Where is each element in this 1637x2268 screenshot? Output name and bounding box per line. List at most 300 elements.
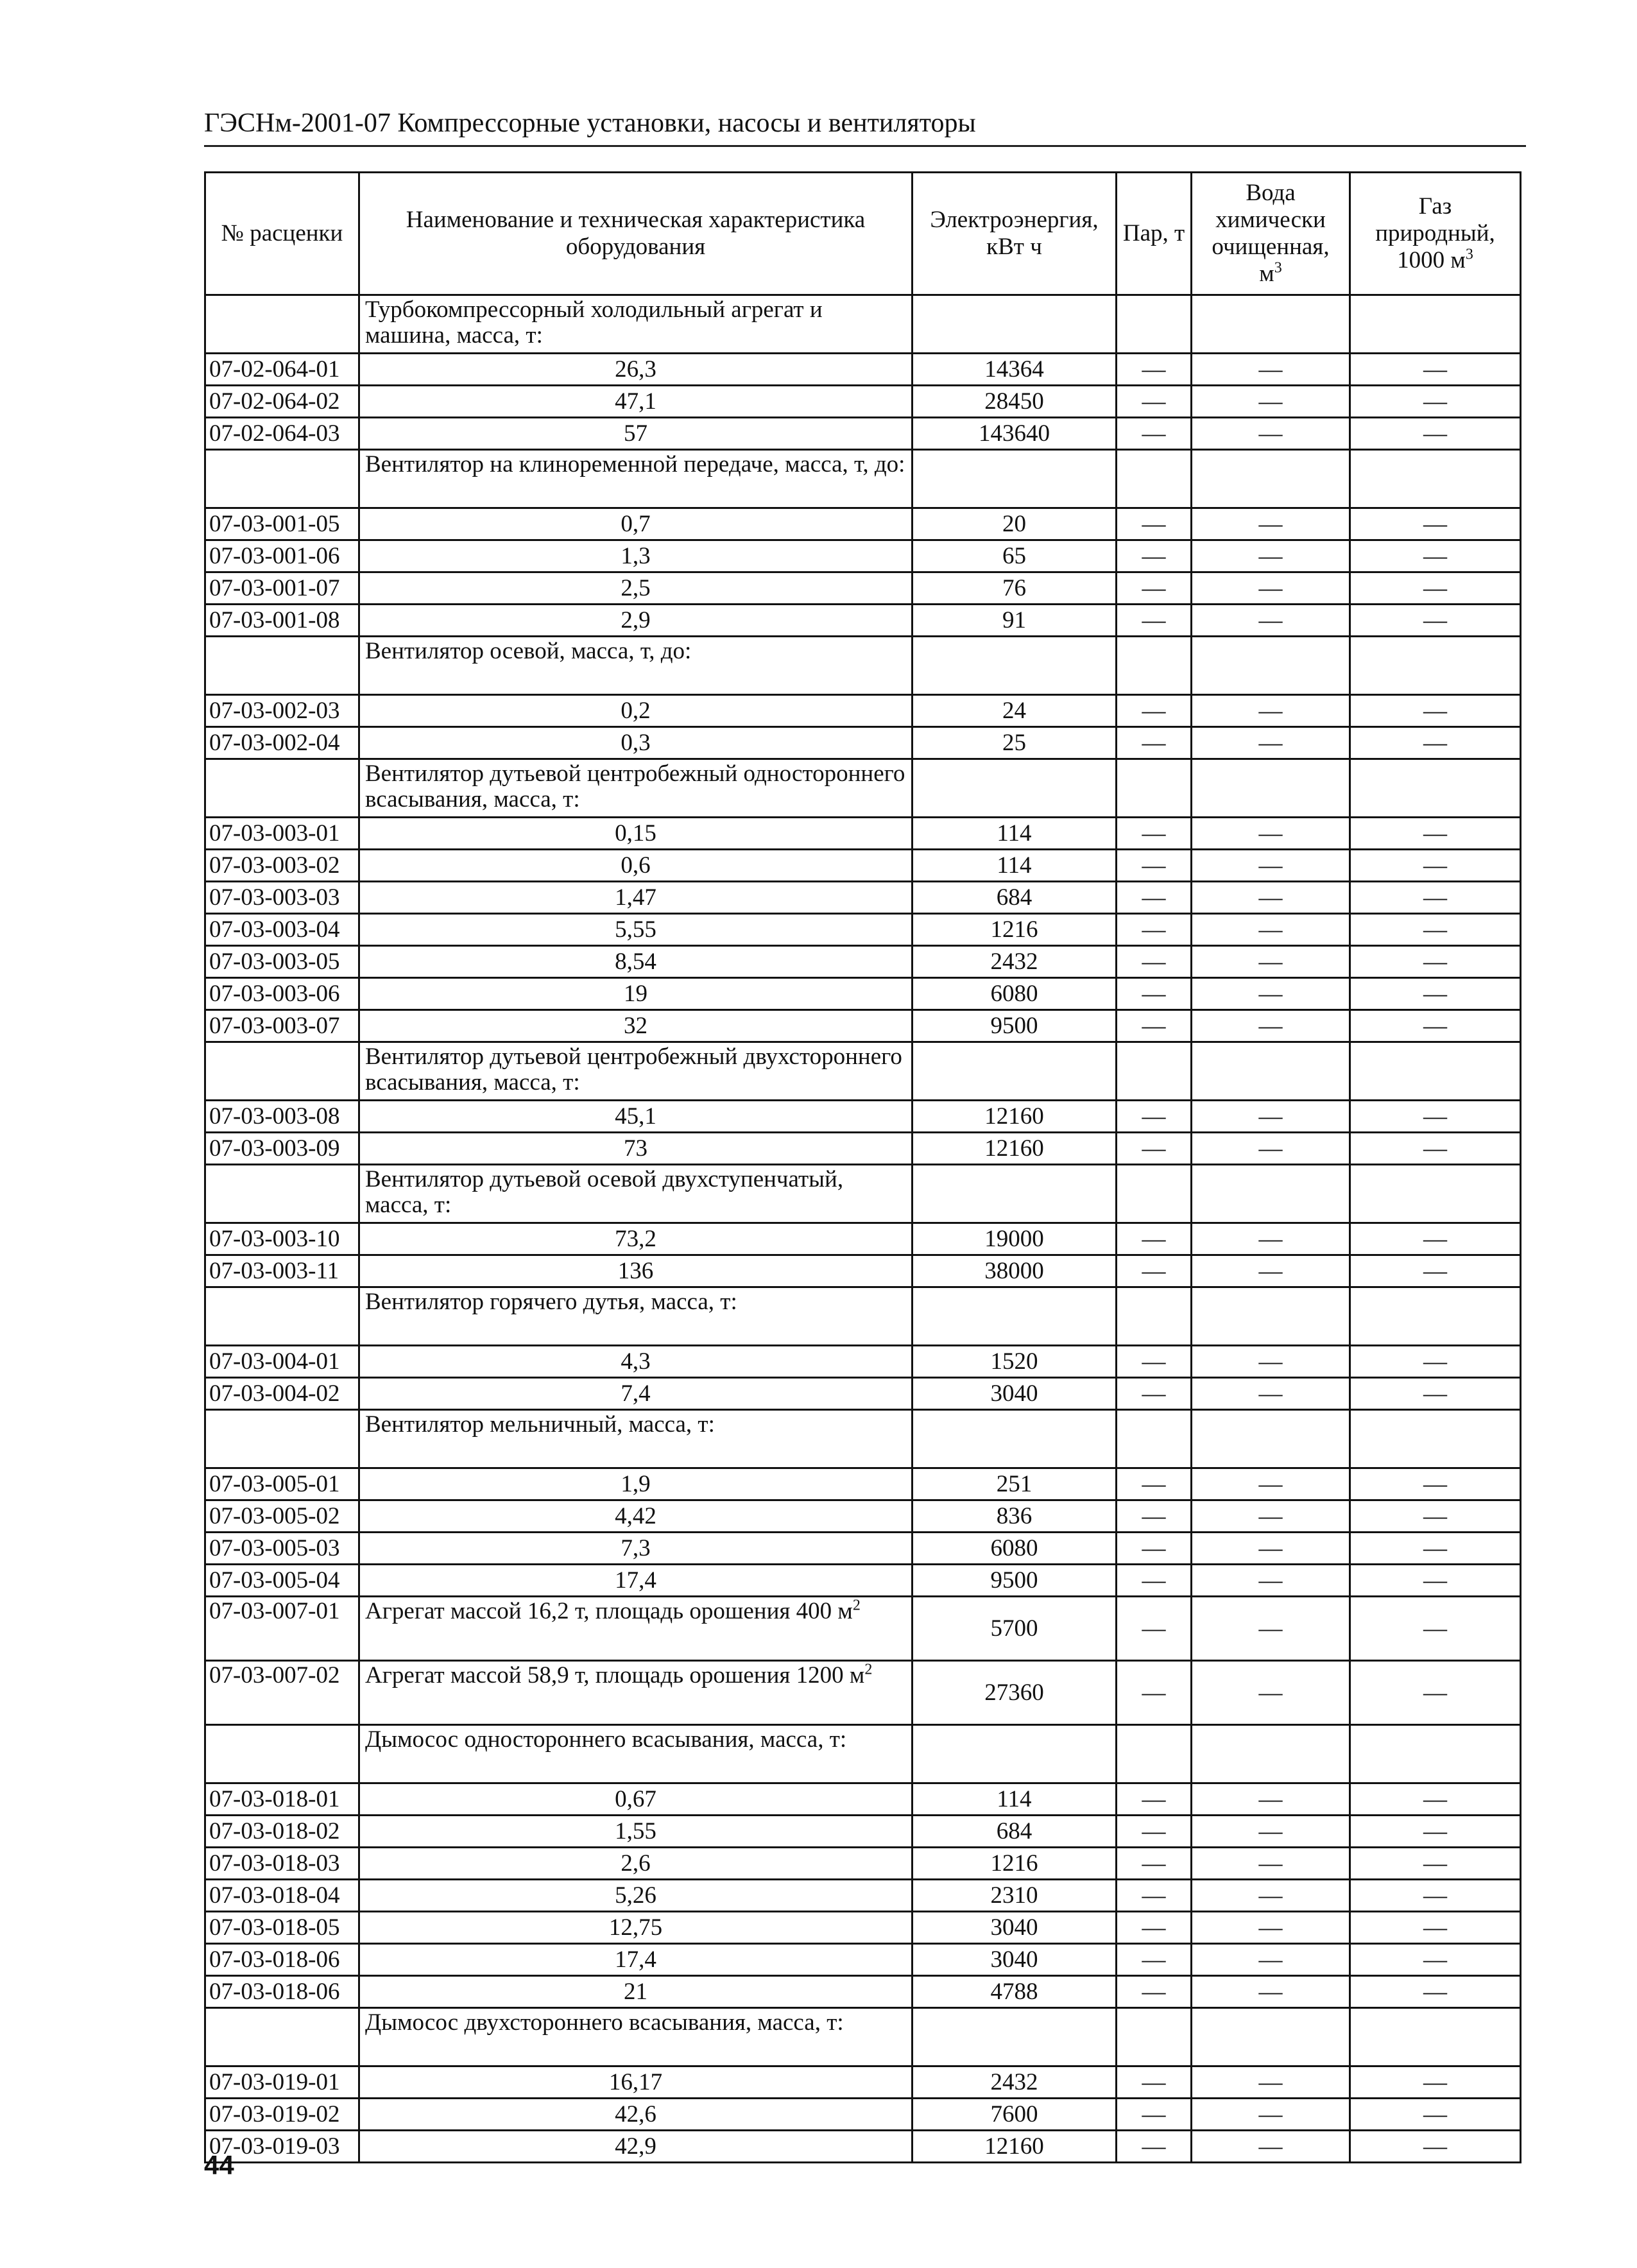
table-row <box>205 695 1521 727</box>
empty-code-cell <box>205 295 359 354</box>
table-row <box>205 605 1521 637</box>
electricity-value: 6080 <box>913 1533 1117 1565</box>
table-row <box>205 1133 1521 1165</box>
col-header-gas-unit: 1000 м <box>1397 247 1466 273</box>
gas-value: — <box>1350 1565 1521 1597</box>
equipment-name: Агрегат массой 58,9 т, площадь орошения 1200 м <box>365 1662 865 1688</box>
rate-code: 07-03-004-01 <box>205 1346 359 1378</box>
water-value: — <box>1192 2099 1350 2131</box>
table-body <box>205 295 1521 2163</box>
electricity-value: 19000 <box>913 1223 1117 1255</box>
electricity-value: 7600 <box>913 2099 1117 2131</box>
empty-cell <box>913 1165 1117 1223</box>
table-row <box>205 850 1521 882</box>
steam-value: — <box>1117 914 1192 946</box>
empty-cell <box>913 2008 1117 2066</box>
equipment-mass: 5,55 <box>359 914 913 946</box>
empty-cell <box>1350 759 1521 818</box>
empty-cell <box>1350 1725 1521 1783</box>
equipment-mass: 73 <box>359 1133 913 1165</box>
table-row <box>205 1816 1521 1848</box>
electricity-value: 9500 <box>913 1010 1117 1042</box>
equipment-mass: 136 <box>359 1255 913 1287</box>
gas-value: — <box>1350 1346 1521 1378</box>
group-title: Вентилятор дутьевой центробежный одностороннего всасывания, масса, т: <box>359 759 913 818</box>
gas-value: — <box>1350 2099 1521 2131</box>
electricity-value: 114 <box>913 1783 1117 1816</box>
empty-cell <box>913 1287 1117 1346</box>
group-title: Вентилятор осевой, масса, т, до: <box>359 637 913 695</box>
group-row <box>205 1410 1521 1468</box>
water-value: — <box>1192 1010 1350 1042</box>
rate-code: 07-02-064-03 <box>205 418 359 450</box>
rate-code: 07-03-003-09 <box>205 1133 359 1165</box>
rate-code: 07-03-018-02 <box>205 1816 359 1848</box>
empty-code-cell <box>205 1042 359 1101</box>
electricity-value: 28450 <box>913 386 1117 418</box>
gas-value: — <box>1350 540 1521 572</box>
electricity-value: 25 <box>913 727 1117 759</box>
group-title: Вентилятор горячего дутья, масса, т: <box>359 1287 913 1346</box>
electricity-value: 76 <box>913 572 1117 605</box>
electricity-value: 12160 <box>913 2131 1117 2163</box>
water-value: — <box>1192 508 1350 540</box>
area-unit-exponent: 2 <box>864 1661 873 1678</box>
gas-value: — <box>1350 882 1521 914</box>
rate-code: 07-02-064-02 <box>205 386 359 418</box>
gas-value: — <box>1350 850 1521 882</box>
steam-value: — <box>1117 386 1192 418</box>
steam-value: — <box>1117 1597 1192 1661</box>
water-value: — <box>1192 1223 1350 1255</box>
empty-cell <box>1350 450 1521 508</box>
empty-cell <box>1117 1042 1192 1101</box>
table-row <box>205 1255 1521 1287</box>
group-title: Вентилятор мельничный, масса, т: <box>359 1410 913 1468</box>
empty-code-cell <box>205 1725 359 1783</box>
gas-value: — <box>1350 508 1521 540</box>
equipment-mass: 19 <box>359 978 913 1010</box>
table-row <box>205 418 1521 450</box>
steam-value: — <box>1117 1378 1192 1410</box>
water-value: — <box>1192 1133 1350 1165</box>
water-value: — <box>1192 540 1350 572</box>
steam-value: — <box>1117 572 1192 605</box>
gas-value: — <box>1350 1010 1521 1042</box>
group-row <box>205 1165 1521 1223</box>
table-row <box>205 2099 1521 2131</box>
gas-value: — <box>1350 1944 1521 1976</box>
col-header-gas-text: Газ природный, <box>1375 193 1495 246</box>
electricity-value: 684 <box>913 882 1117 914</box>
water-value: — <box>1192 1468 1350 1500</box>
group-title: Вентилятор дутьевой центробежный двухстороннего всасывания, масса, т: <box>359 1042 913 1101</box>
gas-value: — <box>1350 605 1521 637</box>
empty-cell <box>913 759 1117 818</box>
equipment-mass: 0,2 <box>359 695 913 727</box>
empty-cell <box>1192 2008 1350 2066</box>
empty-cell <box>1192 450 1350 508</box>
steam-value: — <box>1117 1010 1192 1042</box>
equipment-mass: 1,3 <box>359 540 913 572</box>
steam-value: — <box>1117 1976 1192 2008</box>
empty-cell <box>1117 1725 1192 1783</box>
steam-value: — <box>1117 354 1192 386</box>
steam-value: — <box>1117 1223 1192 1255</box>
col-header-steam: Пар, т <box>1117 173 1192 295</box>
water-value: — <box>1192 818 1350 850</box>
empty-cell <box>1117 1410 1192 1468</box>
equipment-mass: 4,42 <box>359 1500 913 1533</box>
equipment-mass: 57 <box>359 418 913 450</box>
steam-value: — <box>1117 727 1192 759</box>
steam-value: — <box>1117 850 1192 882</box>
empty-cell <box>1350 1165 1521 1223</box>
electricity-value: 3040 <box>913 1944 1117 1976</box>
electricity-value: 114 <box>913 818 1117 850</box>
equipment-mass: 26,3 <box>359 354 913 386</box>
equipment-mass: 42,9 <box>359 2131 913 2163</box>
water-value: — <box>1192 605 1350 637</box>
rate-code: 07-03-018-03 <box>205 1848 359 1880</box>
steam-value: — <box>1117 418 1192 450</box>
empty-cell <box>1350 1287 1521 1346</box>
gas-value: — <box>1350 1848 1521 1880</box>
water-value: — <box>1192 978 1350 1010</box>
equipment-mass: 5,26 <box>359 1880 913 1912</box>
empty-cell <box>1350 1410 1521 1468</box>
empty-cell <box>1192 1165 1350 1223</box>
rate-code: 07-03-007-01 <box>205 1597 359 1661</box>
table-row <box>205 540 1521 572</box>
rate-code: 07-03-005-03 <box>205 1533 359 1565</box>
empty-code-cell <box>205 759 359 818</box>
electricity-value: 24 <box>913 695 1117 727</box>
gas-value: — <box>1350 1783 1521 1816</box>
group-title: Вентилятор дутьевой осевой двухступенчатый, масса, т: <box>359 1165 913 1223</box>
table-header-row <box>205 173 1521 295</box>
gas-value: — <box>1350 1597 1521 1661</box>
rate-code: 07-03-001-08 <box>205 605 359 637</box>
water-value: — <box>1192 1848 1350 1880</box>
group-row <box>205 295 1521 354</box>
gas-value: — <box>1350 946 1521 978</box>
equipment-name-cell <box>359 1597 913 1661</box>
col-header-water-exp: 3 <box>1274 259 1282 277</box>
steam-value: — <box>1117 1133 1192 1165</box>
gas-value: — <box>1350 2131 1521 2163</box>
water-value: — <box>1192 1101 1350 1133</box>
electricity-value: 251 <box>913 1468 1117 1500</box>
equipment-name: Агрегат массой 16,2 т, площадь орошения 400 м <box>365 1598 853 1624</box>
equipment-mass: 16,17 <box>359 2066 913 2099</box>
electricity-value: 20 <box>913 508 1117 540</box>
table-row <box>205 1661 1521 1725</box>
equipment-mass: 21 <box>359 1976 913 2008</box>
group-title: Дымосос двухстороннего всасывания, масса, т: <box>359 2008 913 2066</box>
equipment-mass: 4,3 <box>359 1346 913 1378</box>
water-value: — <box>1192 1880 1350 1912</box>
water-value: — <box>1192 882 1350 914</box>
electricity-value: 143640 <box>913 418 1117 450</box>
running-title: ГЭСНм-2001-07 Компрессорные установки, насосы и вентиляторы <box>204 108 976 138</box>
group-row <box>205 1725 1521 1783</box>
steam-value: — <box>1117 1912 1192 1944</box>
group-row <box>205 2008 1521 2066</box>
gas-value: — <box>1350 1661 1521 1725</box>
rate-code: 07-03-003-03 <box>205 882 359 914</box>
equipment-mass: 2,5 <box>359 572 913 605</box>
steam-value: — <box>1117 1880 1192 1912</box>
water-value: — <box>1192 1500 1350 1533</box>
table-row <box>205 1880 1521 1912</box>
electricity-value: 836 <box>913 1500 1117 1533</box>
electricity-value: 4788 <box>913 1976 1117 2008</box>
gas-value: — <box>1350 978 1521 1010</box>
electricity-value: 1520 <box>913 1346 1117 1378</box>
rate-code: 07-03-019-03 <box>205 2131 359 2163</box>
group-title: Вентилятор на клиноременной передаче, масса, т, до: <box>359 450 913 508</box>
table-row <box>205 2066 1521 2099</box>
empty-code-cell <box>205 1165 359 1223</box>
equipment-mass: 1,55 <box>359 1816 913 1848</box>
gas-value: — <box>1350 1101 1521 1133</box>
water-value: — <box>1192 1976 1350 2008</box>
table-row <box>205 1378 1521 1410</box>
title-rule <box>204 145 1526 147</box>
equipment-mass: 7,4 <box>359 1378 913 1410</box>
empty-cell <box>1350 1042 1521 1101</box>
col-header-gas <box>1350 173 1521 295</box>
group-row <box>205 1042 1521 1101</box>
water-value: — <box>1192 2066 1350 2099</box>
rate-code: 07-02-064-01 <box>205 354 359 386</box>
empty-cell <box>913 1410 1117 1468</box>
table-row <box>205 1783 1521 1816</box>
electricity-value: 1216 <box>913 1848 1117 1880</box>
steam-value: — <box>1117 1816 1192 1848</box>
empty-cell <box>1192 1725 1350 1783</box>
rate-code: 07-03-002-03 <box>205 695 359 727</box>
table-row <box>205 914 1521 946</box>
gas-value: — <box>1350 1378 1521 1410</box>
empty-code-cell <box>205 1410 359 1468</box>
steam-value: — <box>1117 1848 1192 1880</box>
rate-code: 07-03-001-05 <box>205 508 359 540</box>
equipment-mass: 32 <box>359 1010 913 1042</box>
electricity-value: 12160 <box>913 1101 1117 1133</box>
table-row <box>205 1533 1521 1565</box>
rate-code: 07-03-003-02 <box>205 850 359 882</box>
table-row <box>205 1223 1521 1255</box>
rate-code: 07-03-005-02 <box>205 1500 359 1533</box>
rate-code: 07-03-003-01 <box>205 818 359 850</box>
gas-value: — <box>1350 386 1521 418</box>
table-row <box>205 1848 1521 1880</box>
area-unit-exponent: 2 <box>852 1597 861 1614</box>
table-row <box>205 386 1521 418</box>
gas-value: — <box>1350 2066 1521 2099</box>
steam-value: — <box>1117 508 1192 540</box>
gas-value: — <box>1350 1468 1521 1500</box>
col-header-water <box>1192 173 1350 295</box>
water-value: — <box>1192 386 1350 418</box>
equipment-mass: 17,4 <box>359 1944 913 1976</box>
empty-cell <box>1192 295 1350 354</box>
equipment-mass: 47,1 <box>359 386 913 418</box>
empty-cell <box>1350 2008 1521 2066</box>
water-value: — <box>1192 1912 1350 1944</box>
electricity-value: 5700 <box>913 1597 1117 1661</box>
rate-code: 07-03-001-07 <box>205 572 359 605</box>
water-value: — <box>1192 727 1350 759</box>
equipment-mass: 1,9 <box>359 1468 913 1500</box>
page-number: 44 <box>204 2150 234 2180</box>
electricity-value: 65 <box>913 540 1117 572</box>
water-value: — <box>1192 1378 1350 1410</box>
rate-code: 07-03-003-07 <box>205 1010 359 1042</box>
rate-code: 07-03-018-06 <box>205 1976 359 2008</box>
rate-code: 07-03-018-01 <box>205 1783 359 1816</box>
water-value: — <box>1192 572 1350 605</box>
col-header-code: № расценки <box>205 173 359 295</box>
electricity-value: 3040 <box>913 1912 1117 1944</box>
electricity-value: 684 <box>913 1816 1117 1848</box>
empty-cell <box>1117 1165 1192 1223</box>
empty-cell <box>1117 637 1192 695</box>
empty-cell <box>913 450 1117 508</box>
rate-code: 07-03-004-02 <box>205 1378 359 1410</box>
gas-value: — <box>1350 818 1521 850</box>
steam-value: — <box>1117 1101 1192 1133</box>
equipment-mass: 73,2 <box>359 1223 913 1255</box>
rate-code: 07-03-018-05 <box>205 1912 359 1944</box>
equipment-mass: 1,47 <box>359 882 913 914</box>
electricity-value: 9500 <box>913 1565 1117 1597</box>
steam-value: — <box>1117 946 1192 978</box>
electricity-value: 27360 <box>913 1661 1117 1725</box>
equipment-mass: 45,1 <box>359 1101 913 1133</box>
steam-value: — <box>1117 2131 1192 2163</box>
water-value: — <box>1192 1816 1350 1848</box>
gas-value: — <box>1350 727 1521 759</box>
table-row <box>205 1912 1521 1944</box>
col-header-electricity: Электроэнергия, кВт ч <box>913 173 1117 295</box>
rate-code: 07-03-003-08 <box>205 1101 359 1133</box>
water-value: — <box>1192 1565 1350 1597</box>
rate-code: 07-03-018-04 <box>205 1880 359 1912</box>
equipment-mass: 12,75 <box>359 1912 913 1944</box>
rate-code: 07-03-019-02 <box>205 2099 359 2131</box>
group-title: Дымосос одностороннего всасывания, масса, т: <box>359 1725 913 1783</box>
steam-value: — <box>1117 1533 1192 1565</box>
water-value: — <box>1192 695 1350 727</box>
empty-cell <box>1192 637 1350 695</box>
empty-code-cell <box>205 1287 359 1346</box>
rate-code: 07-03-003-10 <box>205 1223 359 1255</box>
water-value: — <box>1192 354 1350 386</box>
electricity-value: 2310 <box>913 1880 1117 1912</box>
gas-value: — <box>1350 1880 1521 1912</box>
table-row <box>205 946 1521 978</box>
steam-value: — <box>1117 1661 1192 1725</box>
gas-value: — <box>1350 1223 1521 1255</box>
gas-value: — <box>1350 1816 1521 1848</box>
electricity-value: 12160 <box>913 1133 1117 1165</box>
group-row <box>205 759 1521 818</box>
steam-value: — <box>1117 1944 1192 1976</box>
gas-value: — <box>1350 354 1521 386</box>
table-row <box>205 354 1521 386</box>
gas-value: — <box>1350 1133 1521 1165</box>
rate-code: 07-03-002-04 <box>205 727 359 759</box>
table-row <box>205 882 1521 914</box>
steam-value: — <box>1117 695 1192 727</box>
steam-value: — <box>1117 605 1192 637</box>
steam-value: — <box>1117 978 1192 1010</box>
empty-cell <box>1192 1410 1350 1468</box>
equipment-mass: 7,3 <box>359 1533 913 1565</box>
table-row <box>205 508 1521 540</box>
group-row <box>205 637 1521 695</box>
table-row <box>205 727 1521 759</box>
empty-cell <box>913 1042 1117 1101</box>
gas-value: — <box>1350 1533 1521 1565</box>
equipment-mass: 0,15 <box>359 818 913 850</box>
empty-cell <box>913 295 1117 354</box>
rate-code: 07-03-003-04 <box>205 914 359 946</box>
col-header-name: Наименование и техническая характеристика оборудования <box>359 173 913 295</box>
water-value: — <box>1192 1255 1350 1287</box>
empty-cell <box>1192 759 1350 818</box>
electricity-value: 2432 <box>913 946 1117 978</box>
steam-value: — <box>1117 1500 1192 1533</box>
rate-code: 07-03-003-06 <box>205 978 359 1010</box>
empty-cell <box>1117 1287 1192 1346</box>
steam-value: — <box>1117 1255 1192 1287</box>
empty-cell <box>1350 637 1521 695</box>
rate-code: 07-03-005-04 <box>205 1565 359 1597</box>
table-row <box>205 1010 1521 1042</box>
equipment-mass: 8,54 <box>359 946 913 978</box>
rate-code: 07-03-019-01 <box>205 2066 359 2099</box>
equipment-name-cell <box>359 1661 913 1725</box>
rate-code: 07-03-018-06 <box>205 1944 359 1976</box>
table-row <box>205 1976 1521 2008</box>
water-value: — <box>1192 946 1350 978</box>
empty-cell <box>1117 2008 1192 2066</box>
rates-table <box>204 171 1521 2163</box>
table-row <box>205 572 1521 605</box>
steam-value: — <box>1117 818 1192 850</box>
steam-value: — <box>1117 2099 1192 2131</box>
group-row <box>205 450 1521 508</box>
empty-cell <box>1192 1287 1350 1346</box>
gas-value: — <box>1350 418 1521 450</box>
equipment-mass: 17,4 <box>359 1565 913 1597</box>
water-value: — <box>1192 1533 1350 1565</box>
equipment-mass: 0,3 <box>359 727 913 759</box>
electricity-value: 91 <box>913 605 1117 637</box>
rate-code: 07-03-001-06 <box>205 540 359 572</box>
water-value: — <box>1192 2131 1350 2163</box>
steam-value: — <box>1117 1783 1192 1816</box>
empty-code-cell <box>205 450 359 508</box>
electricity-value: 38000 <box>913 1255 1117 1287</box>
steam-value: — <box>1117 1468 1192 1500</box>
electricity-value: 2432 <box>913 2066 1117 2099</box>
water-value: — <box>1192 1597 1350 1661</box>
